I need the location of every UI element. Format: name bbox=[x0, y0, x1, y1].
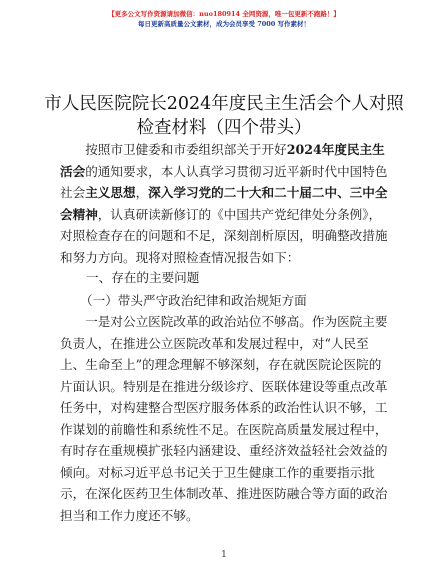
body-paragraph-1: 一是对公立医院改革的政治站位不够高。作为医院主要负责人，在推进公立医院改革和发展过程中，对“人民至上、生命至上”的理念理解不够深刻，存在就医院论医院的片面认识。特别是在推进分级诊疗、医联体建设等重点改革任务中，对构建整合型医疗服务体系的政治性认识不够，工作谋划的前瞻性和系统性不足。在医院高质量发展过程中，有时存在重规模扩张轻内涵建设、重经济效益轻社会效益的倾向。对标习近平总书记关于卫生健康工作的重要指示批示，在深化医药卫生体制改革、推进医防融合等方面的政治担当和工作力度还不够。 bbox=[60, 314, 388, 523]
intro-emphasis-2: 主义思想 bbox=[85, 185, 136, 200]
intro-text-3: ， bbox=[135, 185, 149, 200]
page-number: 1 bbox=[221, 550, 227, 560]
subsection-heading-1: （一）带头严守政治纪律和政治规矩方面 bbox=[80, 293, 307, 308]
document-title: 市人民医院院长2024年度民主生活会个人对照检查材料（四个带头） bbox=[44, 94, 404, 138]
intro-emphasis-1: 2024年度民主生活会 bbox=[60, 142, 385, 179]
promo-banner-line-2: 每日更新高质量公文素材，成为会员享受 7000 写作素材！ bbox=[137, 20, 311, 28]
intro-emphasis-3: 深入学习党的二十大和二十届二中、三中全会精神 bbox=[60, 185, 388, 222]
promo-banner-line-1: 【更多公文写作资源请加微信：nuo180914 全网资源，唯一包更新不跑路！】 bbox=[108, 10, 340, 18]
intro-text-4: ，认真研读新修订的《中国共产党纪律处分条例》，对照检查存在的问题和不足，深刻剖析原因，明确整改措施和努力方向。现将对照检查情况报告如下： bbox=[60, 206, 388, 265]
intro-text-1: 按照市卫健委和市委组织部关于开好 bbox=[85, 142, 287, 157]
intro-text-2: 的通知要求，本人认真学习贯彻习近平新时代中国特色社会 bbox=[60, 163, 388, 200]
intro-paragraph bbox=[60, 139, 390, 268]
section-heading-1: 一、存在的主要问题 bbox=[86, 270, 200, 285]
